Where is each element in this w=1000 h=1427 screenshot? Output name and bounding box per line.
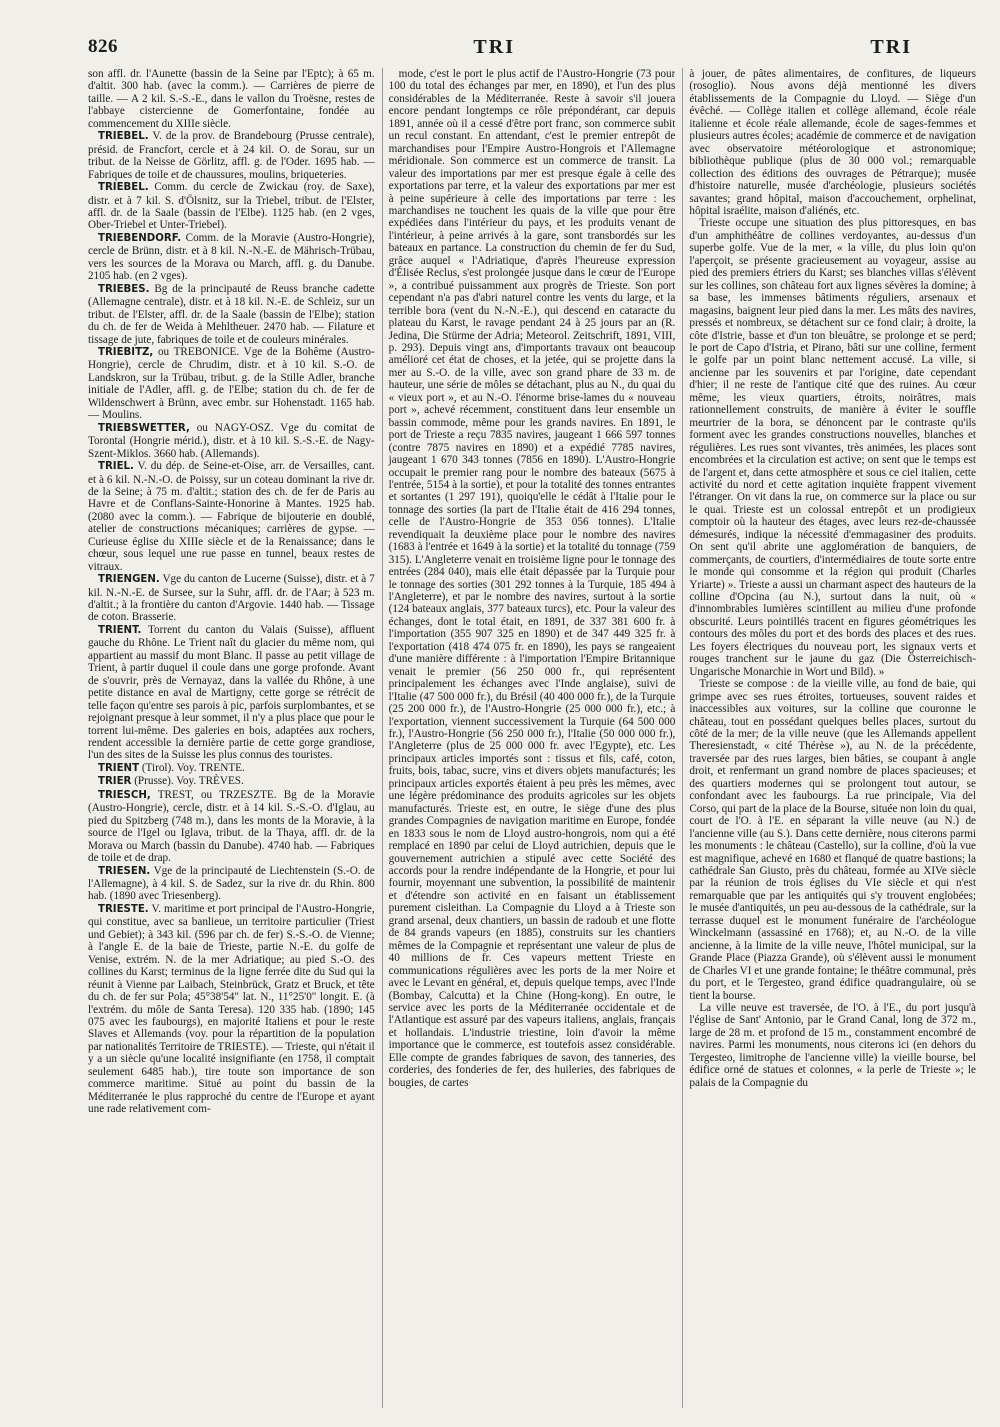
entry-text: ou NAGY-OSZ. Vge du comitat de Torontal (Hongrie mérid.), distr. et à 10 kil. S.-S.-E. de Nagy-Szent-Miklos. 3660 hab. (Allemands).	[88, 421, 375, 460]
dictionary-entry	[88, 346, 375, 422]
entry-text: Comm. du cercle de Zwickau (roy. de Saxe), distr. et à 7 kil. S. d'Ölsnitz, sur la Triebel, tribut. de l'Elster, affl. dr. de la Saale (bassin de l'Elbe). 1125 hab. (en 2 vges, Ober-Triebel et Unter-Triebel).	[88, 181, 375, 232]
running-head-right: TRI	[870, 35, 912, 58]
paragraph	[689, 678, 976, 1002]
entry-text: Comm. de la Moravie (Austro-Hongrie), cercle de Brünn, distr. et à 8 kil. N.-N.-E. de Mährisch-Trübau, vers les sources de la Morava ou March, affl. g. du Danube. 2105 hab. (en 2 vges).	[88, 231, 375, 283]
entry-text: V. du dép. de Seine-et-Oise, arr. de Versailles, cant. et à 6 kil. N.-N.-O. de Poissy, sur un coteau dominant la rive dr. de la Seine; à 75 m. d'altit.; station des ch. de fer de Paris au Havre et de Conflans-Sainte-Honorine à Mantes. 1925 hab. (2080 avec la comm.). — Fabrique de bijouterie en doublé, atelier de constructions mécaniques; carrières de gypse. — Curieuse église du XIIIe siècle et de la Renaissance; dans le chœur, sous lequel une rue passe en tunnel, beaux restes de vitraux.	[88, 460, 375, 573]
entry-text: Vge de la principauté de Liechtenstein (S.-O. de l'Allemagne), à 4 kil. S. de Sadez, sur la rive dr. du Rhin. 800 hab. (1890 avec Triesenberg).	[88, 864, 375, 903]
entry-headword: TRIENGEN.	[98, 574, 160, 586]
entry-headword: TRIENT.	[98, 624, 142, 636]
entry-text: Trieste occupe une situation des plus pittoresques, en bas d'un amphithéâtre de collines verdoyantes, au-dessus d'un superbe golfe. Vue de la mer, « la ville, du plus loin qu'on l'aperçoit, se présente gracieusement au voyageur, assise au pied des premiers étriers du Karst; ses blanches villas s'élèvent sur les collines, son château fort aux lignes sévères la domine; à sa base, les immenses bâtiments réguliers, arsenaux et magasins, baignent leur pied dans la mer. Les mâts des navires, pressés et nombreux, se détachent sur ce fond clair; à droite, la côte d'Istrie, basse et d'un ton bleuâtre, se prolonge et se perd; le port de Capo d'Istria, et Pirano, bâti sur une colline, ferment le golfe par un point blanc nettement accusé. La ville, si ancienne par les souvenirs et par l'origine, date cependant d'hier; il ne reste de l'antique cité que des ruines. Au cœur même, les vieux quartiers, étroits, noirâtres, mais rationnellement construits, de manière à éviter le souffle meurtrier de la bora, se dénoncent par le contraste qu'ils forment avec les grandes constructions nouvelles, blanches et régulières. Les rues sont vivantes, très animées, les places sont encombrées et la circulation est active; on sent que le temps est de l'argent et, dans cette atmosphère et sous ce ciel italien, cette activité du nord et cette agitation inquiète frappent vivement l'étranger. On vit dans la rue, on commerce sur la place ou sur le quai. Trieste est un colossal entrepôt et un prodigieux comptoir où la hauteur des étages, avec leurs rez-de-chaussée démesurés, indique la nécessité d'emmagasiner des produits. On sent qu'il abrite une agglomération de banquiers, de commerçants, de courtiers, d'intermédiaires de toute sorte entre le monde qui consomme et la région qui produit (Charles Yriarte) ». Trieste a aussi un charmant aspect des hauteurs de la colline d'Opcina (au N.), surtout dans la nuit, où « d'innombrables lumières scintillent au milieu d'une profonde obscurité. Leurs pointillés tracent en figures géométriques les contours des môles du port et des bords des places et des rues. Les foyers électriques du nouveau port, les signaux verts et rouges tranchent sur le jaune du gaz (Die Österreichisch-Ungarische Monarchie in Wort und Bild). »	[689, 217, 977, 678]
entry-headword: TRIENT	[98, 762, 140, 774]
dictionary-entry	[88, 573, 375, 624]
entry-text: son affl. dr. l'Aunette (bassin de la Seine par l'Eptc); à 65 m. d'altit. 300 hab. (avec la comm.). — Carrières de pierre de taille. — A 2 kil. S.-S.-E., dans le vallon du Troësne, restes de l'abbaye cistercienne de Gomerfontaine, fondée au commencement du XIIIe siècle.	[88, 68, 375, 130]
entry-text: mode, c'est le port le plus actif de l'Austro-Hongrie (73 pour 100 du total des échanges par mer, en 1890), et l'un des plus considérables de la Méditerranée. Reste à savoir s'il jouera encore pendant longtemps ce rôle prépondérant, car depuis 1891, année où il a cessé d'être port franc, son commerce subit un recul constant. En attendant, c'est le premier entrepôt de marchandises pour l'Empire Austro-Hongrois et l'Allemagne méridionale. Son commerce est un commerce de transit. La valeur des importations par mer est presque égale à celle des exportations par terre, et la valeur des exportations par mer est à peine supérieure à celle des importations par terre : les marchandises ne touchent les quais de la ville que pour être expédiées dans l'intérieur du pays, et les produits venant de l'intérieur, à peine arrivés à la gare, sont transbordés sur les bateaux en partance. La construction du chemin de fer du Sud, grâce auquel « l'Adriatique, d'après l'heureuse expression d'Élisée Reclus, s'est prolongée jusque dans le cœur de l'Europe », a contribué puissamment aux progrès de Trieste. Son port cependant n'a pas d'abri naturel contre les vents du large, et la terrible bora (vent du N.-N.-E.), qui descend en cataracte du plateau du Karst, le ravage pendant 24 à 25 jours par an (R. Jedina, Die Stürme der Adria; Meteorol. Zeitschrift, 1891, VIII, p. 293). Depuis vingt ans, d'importants travaux ont beaucoup amélioré cet état de choses, et la jetée, qui se projette dans la mer au S.-O. de la ville, avec son grand phare de 33 m. de hauteur, une série de môles se détachant, plus au N., du quai du « vieux port », et au N.-O. l'énorme brise-lames du « nouveau port », achevé récemment, constituent dans leur ensemble un bassin commode, même pour les grands navires. En 1891, le port de Trieste a reçu 7835 navires, jaugeant 1 666 597 tonnes (contre 7875 navires en 1890) et a expédié 7785 navires, jaugeant 1 670 343 tonnes (7856 en 1890). L'Austro-Hongrie occupait le premier rang pour le nombre des bateaux (5675 à l'entrée, 5154 à la sortie), et pour la totalité des tonnes entrantes et sortantes (1 297 191), quoiqu'elle le cédât à l'Italie pour le tonnage des sorties (la part de l'Italie était de 416 294 tonnes, celle de l'Austro-Hongrie de 353 056 tonnes). L'Italie revendiquait la deuxième place pour le nombre des navires (1683 à l'entrée et 1649 à la sortie) et la totalité du tonnage (759 315). L'Angleterre venait en troisième ligne pour le tonnage des entrées (284 040), mais elle était dépassée par la Turquie pour le tonnage des sorties (301 292 tonnes à la Turquie, 185 494 à l'Angleterre), et par le nombre des navires, surtout à la sortie (124 bateaux anglais, 377 bateaux turcs), etc. Pour la valeur des échanges, dont le total était, en 1891, de 337 381 600 fr. à l'importation (355 907 325 en 1890) et de 347 449 325 fr. à l'exportation (418 474 075 fr. en 1890), les pays se rangeaient d'une manière différente : à l'importation l'Empire Britannique venait le premier (56 250 000 fr., qui représentent principalement les échanges avec l'Inde anglaise), suivi de l'Italie (47 500 000 fr.), du Brésil (40 400 000 fr.), de la Turquie (25 200 000 fr.), de l'Austro-Hongrie (25 000 000 fr.), etc.; à l'exportation, viennent successivement la Turquie (64 500 000 fr.), l'Austro-Hongrie (56 250 000 fr.), l'Italie (50 000 000 fr.), l'Angleterre (plus de 25 000 000 fr. avec l'Egypte), etc. Les principaux articles importés sont : tissus et fils, café, coton, fruits, bois, tabac, sucre, vins et divers objets manufacturés; les principaux articles exportés étaient à peu près les mêmes, avec une légère prédominance des produits agricoles sur les objets manufacturés. Trieste est, en outre, le siège d'une des plus grandes Compagnies de navigation maritime en Europe, fondée en 1833 sous le nom de Lloyd austro-hongrois, nom qui a été remplacé en 1890 par celui de Lloyd autrichien, depuis que le gouvernement autrichien a stipulé avec cette Société des accords pour la rendre indépendante de la Hongrie, et pour lui fournir, moyennant une subvention, la possibilité de maintenir et d'étendre son activité en en faisant un établissement purement cisleithan. La Compagnie du Lloyd a à Trieste son grand arsenal, deux chantiers, un bassin de radoub et une flotte de 84 grands vapeurs (en 1885), construits sur les chantiers mêmes de la Compagnie et représentant une valeur de plus de 40 millions de fr. Ces vapeurs mettent Trieste en communications régulières avec les ports de la mer Noire et avec le Levant en général, et, depuis quelque temps, avec l'Inde (Bombay, Calcutta) et la Chine (Hong-kong). En outre, le service avec les ports de la Méditerranée occidentale et de l'Atlantique est assuré par des vapeurs italiens, anglais, français et hollandais. L'industrie triestine, loin d'avoir la même importance que le commerce, est toutefois assez considérable. Elle compte de grandes fabriques de savon, des tanneries, des corderies, des fonderies de fer, des huileries, des fabriques de bougies, de cartes	[388, 68, 676, 1089]
entry-headword: TRIESCH,	[98, 789, 151, 801]
dictionary-entry	[88, 762, 375, 775]
dictionary-entry	[88, 903, 375, 1116]
column-left	[88, 68, 375, 1408]
text-columns	[88, 68, 976, 1408]
dictionary-entry	[88, 130, 375, 181]
dictionary-entry	[88, 775, 375, 788]
entry-text: ou TREBONICE. Vge de la Bohême (Austro-Hongrie), cercle de Chrudim, distr. et à 10 kil. S.-O. de Landskron, sur la Trübau, tribut. g. de la Stille Adler, branche initiale de l'Adler, affl. g. de l'Elbe; station du ch. de fer de Wildenschwert à Brünn, avec embr. sur Hohenstadt. 1165 hab. — Moulins.	[88, 345, 375, 422]
dictionary-entry	[88, 865, 375, 903]
paragraph	[389, 68, 676, 1089]
entry-text: La ville neuve est traversée, de l'O. à l'E., du port jusqu'à l'église de Sant' Antonio, par le Grand Canal, long de 372 m., large de 28 m. et profond de 15 m., constamment encombré de navires. Parmi les monuments, nous citerons ici (en dehors du Tergesteo, limitrophe de l'ancienne ville) la vieille bourse, bel édifice orné de statues et colonnes, « la perle de Trieste »; le palais de la Compagnie du	[689, 1001, 977, 1089]
running-head-left: TRI	[473, 35, 515, 58]
paragraph	[689, 217, 976, 678]
entry-headword: TRIEBEL.	[98, 182, 149, 194]
dictionary-entry	[88, 422, 375, 460]
entry-text: à jouer, de pâtes alimentaires, de confitures, de liqueurs (rosoglio). Nous avons déjà mentionné les divers établissements de la Compagnie du Lloyd. — Siège d'un évêché. — Collège italien et collège allemand, école réale italienne et école réale allemande, école de sages-femmes et plusieurs autres écoles; académie de commerce et de navigation avec observatoire météorologique et astronomique; bibliothèque publique (plus de 30 000 vol.; remarquable collection des éditions des ouvrages de Pétrarque); musée d'histoire naturelle, musée d'archéologie, plusieurs sociétés savantes; grand hôpital, maison d'accouchement, orphelinat, hôpital israélite, maison d'aliénés, etc.	[689, 68, 977, 217]
entry-text: (Prusse). Voy. TRÈVES.	[131, 775, 244, 788]
dictionary-entry	[88, 460, 375, 573]
dictionary-entry	[88, 232, 375, 283]
entry-headword: TRIEBEL.	[98, 131, 149, 143]
entry-headword: TRIEL.	[98, 461, 134, 473]
paragraph	[689, 1002, 976, 1089]
entry-text: Bg de la principauté de Reuss branche cadette (Allemagne centrale), distr. et à 18 kil. N.-E. de Schleiz, sur un tribut. de l'Elster, affl. dr. de la Saale (bassin de l'Elbe); station du ch. de fer de Weida à Mehltheuer. 2470 hab. — Filature et tissage de jute, fabriques de toile et de couleurs minérales.	[88, 282, 375, 346]
entry-text: Trieste se compose : de la vieille ville, au fond de baie, qui grimpe avec ses rues étroites, tortueuses, souvent raides et inaccessibles aux voitures, sur la colline que couronne le château, tout en possédant quelques belles places, surtout du côté de la mer; de la ville neuve (que les Allemands appellent Theresienstadt, « cité Thérèse »), au N. de la précédente, traversée par des rues larges, bien bâties, se coupant à angle droit, et renfermant un grand nombre de places spacieuses; et des quartiers modernes qui se prolongent tout autour, se confondant avec les faubourgs. La rue principale, Via del Corso, qui part de la place de la Bourse, située non loin du quai, court de l'O. à l'E. en séparant la ville neuve (au N.) de l'ancienne ville (au S.). Dans cette dernière, nous citerons parmi les monuments : le château (Castello), sur la colline, d'où la vue est magnifique, achevé en 1680 et flanqué de quatre bastions; la cathédrale San Giusto, près du château, formée au XIVe siècle par la réunion de trois églises du VIe siècle et qui n'est remarquable que par les antiquités qui s'y trouvent englobées; le musée d'antiquités, un peu au-dessous de la cathédrale, sur la terrasse duquel est le monument funéraire de l'archéologue Winckelmann (assassiné en 1768); et, au N.-O. de la ville ancienne, à la limite de la ville neuve, l'hôtel municipal, sur la Grande Place (Piazza Grande), où s'élèvent aussi le monument de Charles VI et une grande fontaine; le théâtre communal, près du port, et le Tergesteo, grand édifice quadrangulaire, où se tient la bourse.	[689, 678, 977, 1002]
entry-text: (Tirol). Voy. TRENTE.	[139, 761, 245, 774]
entry-text: Vge du canton de Lucerne (Suisse), distr. et à 7 kil. N.-N.-E. de Sursee, sur la Suhr, affl. dr. de l'Aar; à 523 m. d'altit.; à la frontière du canton d'Argovie. 1440 hab. — Tissage de coton. Brasserie.	[88, 573, 375, 624]
paragraph	[88, 68, 375, 130]
dictionary-entry	[88, 789, 375, 865]
entry-headword: TRIESTE.	[98, 903, 149, 915]
entry-headword: TRIEBES.	[98, 283, 150, 295]
entry-text: Torrent du canton du Valais (Suisse), affluent gauche du Rhône. Le Trient naît du glacier du même nom, qui appartient au massif du mont Blanc. Il passe au petit village de Trient, à partir duquel il coule dans une gorge profonde. Avant de s'ouvrir, près de Vernayaz, dans la vallée du Rhône, à une petite distance en aval de Martigny, cette gorge se rétrécit de telle façon qu'entre ses parois à pic, parfois surplombantes, et se rejoignant presque à leur sommet, il n'y a plus place que pour le torrent lui-même. Des galeries en bois, adaptées aux rochers, rendent accessible la dernière partie de cette gorge grandiose, l'un des sites de la Suisse les plus connus des touristes.	[88, 623, 375, 762]
entry-headword: TRIESEN.	[98, 865, 151, 877]
column-right	[682, 68, 976, 1408]
entry-headword: TRIER	[98, 776, 132, 788]
entry-headword: TRIEBITZ,	[98, 346, 154, 358]
dictionary-entry	[88, 624, 375, 762]
entry-headword: TRIEBSWETTER,	[98, 422, 190, 434]
entry-text: V. de la prov. de Brandebourg (Prusse centrale), présid. de Francfort, cercle et à 24 kil. O. de Sorau, sur un tribut. de la Neisse de Görlitz, affl. g. de l'Oder. 1695 hab. — Fabriques de toile et de chaussures, moulins, briqueteries.	[88, 130, 375, 181]
entry-text: TREST, ou TRZESZTE. Bg de la Moravie (Austro-Hongrie), cercle, distr. et à 14 kil. S.-S.-O. d'Iglau, au pied du Spitzberg (748 m.), dans les monts de la Moravie, à la source de l'Igel ou Iglava, tribut. de la Thaya, affl. dr. de la Morava ou March (bassin du Danube). 4740 hab. — Fabriques de toile et de drap.	[88, 788, 375, 865]
entry-headword: TRIEBENDORF.	[98, 232, 182, 244]
entry-text: V. maritime et port principal de l'Austro-Hongrie, qui constitue, avec sa banlieue, un territoire particulier (Triest und Gebiet); à 343 kil. (596 par ch. de fer) S.-S.-O. de Vienne; à l'angle E. de la baie de Trieste, partie N.-E. du golfe de Venise, extrém. N. de la mer Adriatique; au pied S.-O. des collines du Karst; terminus de la ligne ferrée dite du Sud qui la réunit à Vienne par Laibach, Steinbrück, Gratz et Bruck, et tête du ch. de fer sur Pola; 45°38'54" lat. N., 11°25'0" longit. E. (à l'extrém. du môle de Santa Teresa). 120 335 hab. (1890; 145 075 avec les faubourgs), en majorité Italiens et pour le reste Slaves et Allemands (voy. pour la répartition de la population par nationalités Territoire de TRIESTE). — Trieste, qui n'était il y a un siècle qu'une localité insignifiante (en 1758, il comptait seulement 6485 hab.), tire toute son importance de son commerce maritime. Situé au point du bassin de la Méditerranée le plus rapproché du centre de l'Europe et ayant une rade relativement com-	[88, 902, 375, 1116]
dictionary-entry	[88, 181, 375, 232]
page-number: 826	[88, 36, 118, 57]
column-middle	[382, 68, 676, 1408]
page-header	[88, 30, 912, 64]
paragraph	[689, 68, 976, 217]
dictionary-entry	[88, 283, 375, 346]
